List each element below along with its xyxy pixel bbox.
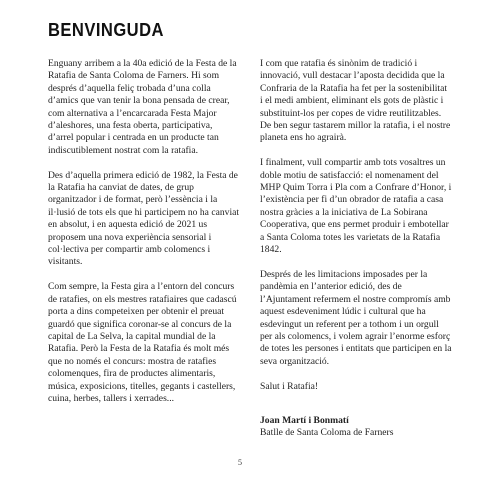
page-title: BENVINGUDA xyxy=(48,20,164,40)
paragraph: Després de les limitacions imposades per la pandèmia en l’anterior edició, des de l’Ajuntament refermem el nostre compromís amb aquest esdeveniment lúdic i cultural que ha esdevingut un referent per a tothom i un orgull per als colomencs, i volem agrair l’enorme esforç de totes les persones i entitats que participen en la seva organització. xyxy=(260,268,452,367)
closing-greeting: Salut i Ratafia! xyxy=(260,380,319,392)
signature-name: Joan Martí i Bonmatí xyxy=(260,414,349,426)
paragraph: Des d’aquella primera edició de 1982, la Festa de la Ratafia ha canviat de dates, de grup organitzador i de format, però l’essència i la il·lusió de tots els que hi participem no ha canviat en absolut, i en aquesta edició de 2021 us proposem una nova experiència sensorial i col·lectiva per compartir amb colomencs i visitants. xyxy=(48,169,240,268)
paragraph: I com que ratafia és sinònim de tradició i innovació, vull destacar l’aposta decidida que la Confraria de la Ratafia ha fet per la sostenibilitat i el medi ambient, eliminant els gots de plàstic i substituint-los per copes de vidre reutilitzables. De ben segur tastarem millor la ratafia, i el nostre planeta ens ho agrairà. xyxy=(260,58,451,144)
paragraph: I finalment, vull compartir amb tots vosaltres un doble motiu de satisfacció: el nomenament del MHP Quim Torra i Pla com a Confrare d’Honor, i l’existència per fi d’un obrador de ratafia a casa nostra gràcies a la iniciativa de La Sobirana Cooperativa, que ens permet produir i embotellar a Santa Coloma totes les varietats de la Ratafia 1842. xyxy=(260,157,452,256)
page-number: 5 xyxy=(238,458,242,467)
left-column xyxy=(48,58,240,418)
right-column xyxy=(260,58,452,440)
paragraph: Enguany arribem a la 40a edició de la Festa de la Ratafia de Santa Coloma de Farners. Hi som després d’aquella feliç trobada d’una colla d’amics que van tenir la bona pensada de crear, com alternativa a l’encarcarada Festa Major d’aleshores, una festa oberta, participativa, d’arrel popular i centrada en un producte tan indiscutiblement nostrat com la ratafia. xyxy=(48,58,237,156)
signature-block xyxy=(260,415,452,440)
paragraph: Com sempre, la Festa gira a l’entorn del concurs de ratafies, on els mestres ratafiaires que cadascú porta a dins competeixen per obtenir el preuat guardó que significa coronar-se al concurs de la capital de La Selva, la capital mundial de la Ratafia. Però la Festa de la Ratafia és molt més que no només el concurs: mostra de ratafies colomenques, fira de productes alimentaris, música, exposicions, titelles, gegants i castellers, cuina, herbes, tallers i xerrades... xyxy=(48,281,237,404)
signature-role: Batlle de Santa Coloma de Farners xyxy=(260,427,394,439)
